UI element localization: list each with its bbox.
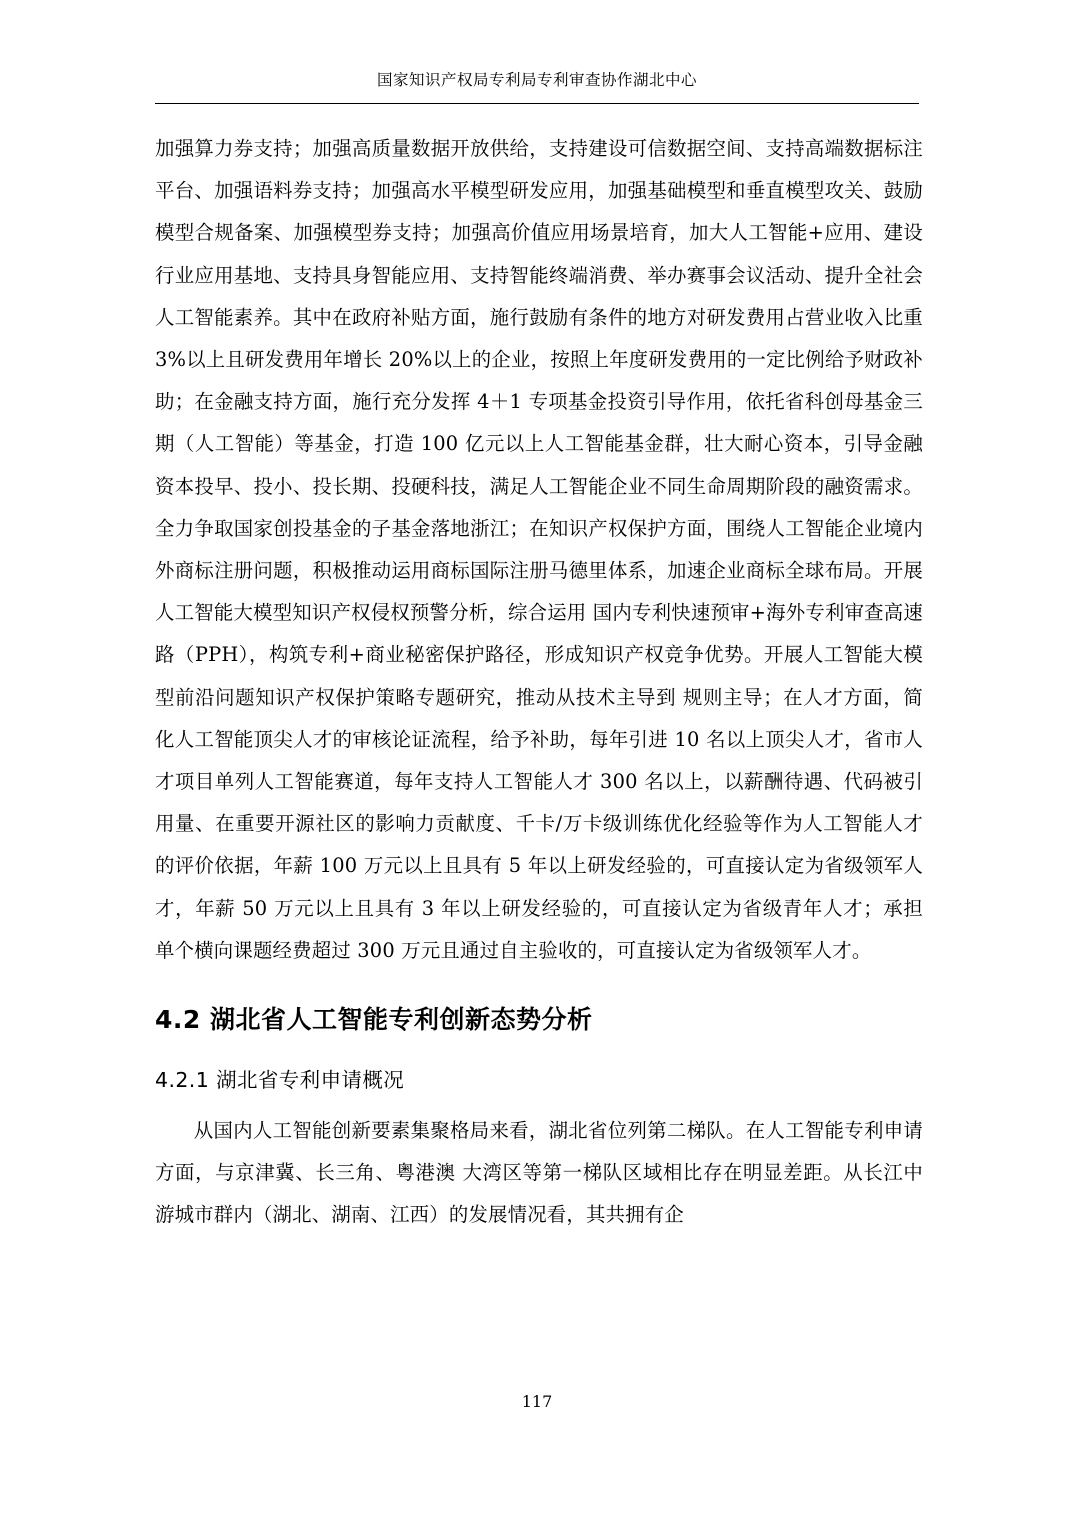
section-heading-4-2: 4.2 湖北省人工智能专利创新态势分析 <box>155 1005 593 1035</box>
paragraph-policy-support: 加强算力券支持；加强高质量数据开放供给，支持建设可信数据空间、支持高端数据标注平台、加强语料券支持；加强高水平模型研发应用，加强基础模型和垂直模型攻关、鼓励模型合规备案、加强模型券支持；加强高价值应用场景培育，加大人工智能+应用、建设行业应用基地、支持具身智能应用、支持智能终端消费、举办赛事会议活动、提升全社会人工智能素养。其中在政府补贴方面，施行鼓励有条件的地方对研发费用占营业收入比重 3%以上且研发费用年增长 20%以上的企业，按照上年度研发费用的一定比例给予财政补助；在金融支持方面，施行充分发挥 4＋1 专项基金投资引导作用，依托省科创母基金三期（人工智能）等基金，打造 100 亿元以上人工智能基金群，壮大耐心资本，引导金融资本投早、投小、投长期、投硬科技，满足人工智能企业不同生命周期阶段的融资需求。全力争取国家创投基金的子基金落地浙江；在知识产权保护方面，围绕人工智能企业境内外商标注册问题，积极推动运用商标国际注册马德里体系，加速企业商标全球布局。开展人工智能大模型知识产权侵权预警分析，综合运用 国内专利快速预审+海外专利审查高速路（PPH），构筑专利+商业秘密保护路径，形成知识产权竞争优势。开展人工智能大模型前沿问题知识产权保护策略专题研究，推动从技术主导到 规则主导；在人才方面，简化人工智能顶尖人才的审核论证流程，给予补助，每年引进 10 名以上顶尖人才，省市人才项目单列人工智能赛道，每年支持人工智能人才 300 名以上，以薪酬待遇、代码被引用量、在重要开源社区的影响力贡献度、千卡/万卡级训练优化经验等作为人工智能人才的评价依据，年薪 100 万元以上且具有 5 年以上研发经验的，可直接认定为省级领军人才，年薪 50 万元以上且具有 3 年以上研发经验的，可直接认定为省级青年人才；承担单个横向课题经费超过 300 万元且通过自主验收的，可直接认定为省级领军人才。 <box>155 137 923 962</box>
page-body <box>155 128 923 1237</box>
page-number: 117 <box>521 1392 553 1411</box>
subsection-heading-4-2-1: 4.2.1 湖北省专利申请概况 <box>155 1068 405 1093</box>
header-divider <box>155 103 919 104</box>
paragraph-patent-overview: 从国内人工智能创新要素集聚格局来看，湖北省位列第二梯队。在人工智能专利申请方面，与京津冀、长三角、粤港澳 大湾区等第一梯队区域相比存在明显差距。从长江中游城市群内（湖北、湖南、江西）的发展情况看，其共拥有企 <box>155 1119 923 1227</box>
page-header: 国家知识产权局专利局专利审查协作湖北中心 <box>376 71 697 89</box>
